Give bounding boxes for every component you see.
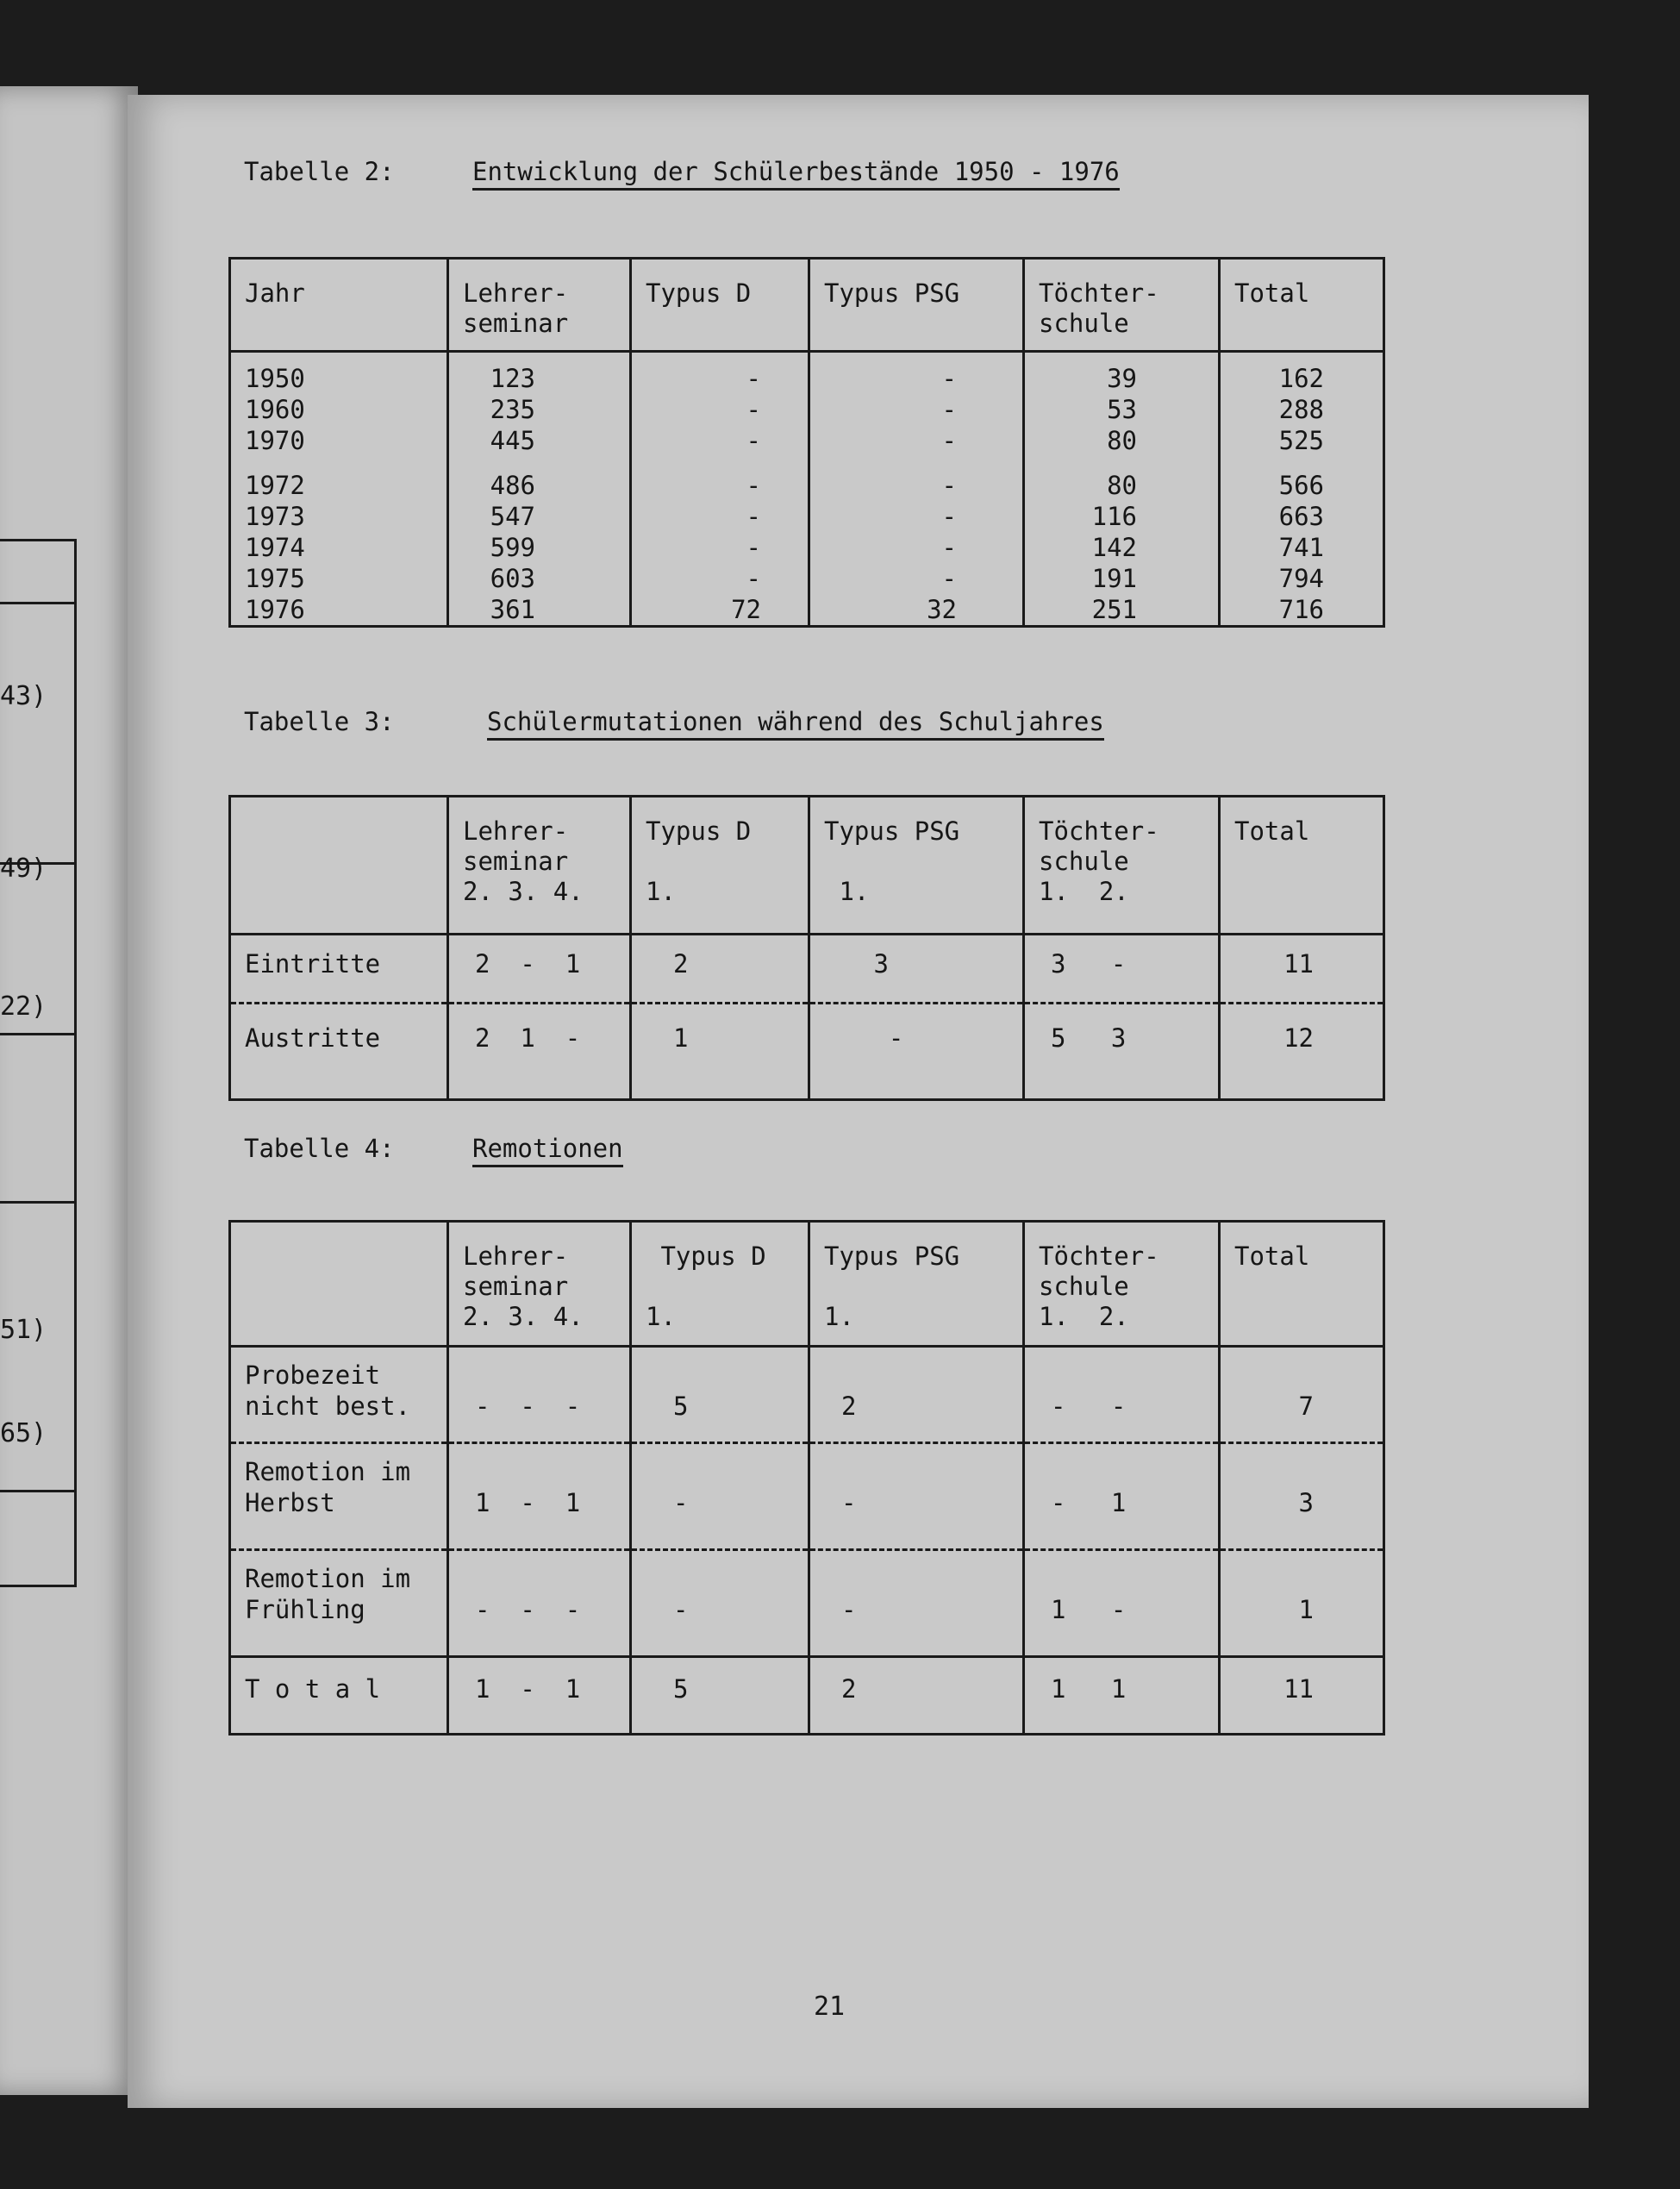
table2-cell: 1975 [245, 564, 305, 593]
table4-label: Tabelle 4: [244, 1134, 395, 1163]
table3-cell: Austritte [230, 1004, 448, 1100]
table4-row [230, 1550, 1384, 1657]
table2-cell: - [941, 395, 957, 424]
table3-label: Tabelle 3: [244, 707, 395, 736]
table4-header-cell: Total [1220, 1222, 1384, 1347]
table4-cell: 5 [631, 1347, 809, 1443]
table2-cell: 1970 [245, 426, 305, 455]
table2-cell: 123 [490, 364, 535, 393]
table3-cell: 1 [631, 1004, 809, 1100]
table4-cell: - - - [448, 1550, 631, 1657]
table2-cell: 1950 [245, 364, 305, 393]
table2-header-cell: Typus PSG [809, 259, 1024, 352]
table2-cell: 1972 [245, 471, 305, 500]
table3-cell: 11 [1220, 935, 1384, 1004]
table4-cell: 1 - [1024, 1550, 1220, 1657]
table4-cell: 2 [809, 1657, 1024, 1735]
table3-cell: 12 [1220, 1004, 1384, 1100]
table4-cell: - - - [448, 1347, 631, 1443]
table2-column-cell [631, 352, 809, 627]
table2-cell: - [746, 564, 761, 593]
table4-cell: - [631, 1443, 809, 1550]
table4-row [230, 1443, 1384, 1550]
table2-cell: 794 [1278, 564, 1324, 593]
table4-cell: 2 [809, 1347, 1024, 1443]
table2-cell: 603 [490, 564, 535, 593]
table3-row [230, 1004, 1384, 1100]
table3-header-cell: Lehrer- seminar 2. 3. 4. [448, 797, 631, 935]
table2-cell: 191 [1091, 564, 1137, 593]
table3-header-cell [230, 797, 448, 935]
table4 [228, 1220, 1385, 1736]
table4-total-row [230, 1657, 1384, 1735]
table3-header-cell: Total [1220, 797, 1384, 935]
table2-cell: - [941, 364, 957, 393]
table3-cell: 2 1 - [448, 1004, 631, 1100]
facing-fragment: 43) [0, 681, 47, 711]
table3-cell: 2 - 1 [448, 935, 631, 1004]
table2-header-cell: Typus D [631, 259, 809, 352]
table2-cell: - [746, 395, 761, 424]
facing-fragment: 65) [0, 1418, 47, 1448]
table4-body [230, 1347, 1384, 1735]
page-number: 21 [814, 1992, 846, 2022]
table4-header-cell: Typus D 1. [631, 1222, 809, 1347]
table2-cell: - [746, 533, 761, 562]
table2-caption [244, 157, 1120, 186]
table2-header-cell: Lehrer- seminar [448, 259, 631, 352]
table2-cell: - [941, 533, 957, 562]
facing-page [0, 86, 138, 2095]
table2-column-cell [230, 352, 448, 627]
table4-cell: 7 [1220, 1347, 1384, 1443]
table2-cell: 80 [1107, 471, 1137, 500]
facing-rule [0, 1201, 74, 1204]
table4-header-cell: Töchter- schule 1. 2. [1024, 1222, 1220, 1347]
table3-cell: 5 3 [1024, 1004, 1220, 1100]
table3-cell: - [809, 1004, 1024, 1100]
table2-header-cell: Jahr [230, 259, 448, 352]
table2-cell: 741 [1278, 533, 1324, 562]
table4-cell: T o t a l [230, 1657, 448, 1735]
table2-cell: 566 [1278, 471, 1324, 500]
table4-cell: - 1 [1024, 1443, 1220, 1550]
table2-cell: 142 [1091, 533, 1137, 562]
table2-cell: 716 [1278, 595, 1324, 624]
table4-cell: 1 - 1 [448, 1443, 631, 1550]
table4-cell: - [631, 1550, 809, 1657]
facing-rule [0, 602, 74, 604]
table2-column-cell [809, 352, 1024, 627]
table2-cell: - [941, 564, 957, 593]
table2-header-cell: Total [1220, 259, 1384, 352]
table2-cell: 1976 [245, 595, 305, 624]
table3-row [230, 935, 1384, 1004]
table4-cell: Remotion im Herbst [230, 1443, 448, 1550]
table4-cell: 1 1 [1024, 1657, 1220, 1735]
table4-row [230, 1347, 1384, 1443]
table2-cell: - [941, 502, 957, 531]
table4-cell: - [809, 1550, 1024, 1657]
table2-cell: 53 [1107, 395, 1137, 424]
table4-cell: 5 [631, 1657, 809, 1735]
table2-cell: 32 [927, 595, 957, 624]
table2-cell: 525 [1278, 426, 1324, 455]
table2-cell: - [941, 426, 957, 455]
facing-fragment: 49) [0, 854, 47, 884]
table4-caption [244, 1134, 623, 1163]
table4-cell: 11 [1220, 1657, 1384, 1735]
table3-cell: Eintritte [230, 935, 448, 1004]
table2-title: Entwicklung der Schülerbestände 1950 - 1976 [472, 157, 1120, 191]
table2-cell: 1974 [245, 533, 305, 562]
table3-cell: 3 - [1024, 935, 1220, 1004]
table2-cell: 251 [1091, 595, 1137, 624]
table2-cell: 547 [490, 502, 535, 531]
facing-rule [0, 1033, 74, 1035]
table4-header-cell: Lehrer- seminar 2. 3. 4. [448, 1222, 631, 1347]
table2-cell: - [746, 364, 761, 393]
table4-cell: 1 - 1 [448, 1657, 631, 1735]
table2-body [230, 352, 1384, 627]
table4-header-cell [230, 1222, 448, 1347]
table2-cell: - [746, 502, 761, 531]
table2-cell: 486 [490, 471, 535, 500]
table2-cell: 1973 [245, 502, 305, 531]
facing-rule [0, 1490, 74, 1492]
table2-cell: 39 [1107, 364, 1137, 393]
table3-title: Schülermutationen während des Schuljahres [487, 707, 1104, 741]
table3-header-cell: Typus PSG 1. [809, 797, 1024, 935]
table2-column-cell [448, 352, 631, 627]
table4-cell: 3 [1220, 1443, 1384, 1550]
table4-header-cell: Typus PSG 1. [809, 1222, 1024, 1347]
table2-cell: 361 [490, 595, 535, 624]
table2-cell: 80 [1107, 426, 1137, 455]
table3-caption [244, 707, 1104, 736]
table4-cell: 1 [1220, 1550, 1384, 1657]
table4-cell: - - [1024, 1347, 1220, 1443]
table2-column-cell [1024, 352, 1220, 627]
table2-cell: 1960 [245, 395, 305, 424]
facing-fragment: 51) [0, 1315, 47, 1345]
table2-cell: 162 [1278, 364, 1324, 393]
table4-title: Remotionen [472, 1134, 623, 1167]
table2-row-group [230, 352, 1384, 627]
table3-cell: 2 [631, 935, 809, 1004]
table2-cell: 72 [731, 595, 761, 624]
table2-column-cell [1220, 352, 1384, 627]
table2-cell: 116 [1091, 502, 1137, 531]
table3-body [230, 935, 1384, 1100]
table3-header-cell: Typus D 1. [631, 797, 809, 935]
table2-header-cell: Töchter- schule [1024, 259, 1220, 352]
table4-cell: Remotion im Frühling [230, 1550, 448, 1657]
table2-label: Tabelle 2: [244, 157, 395, 186]
table3 [228, 795, 1385, 1101]
table2-cell: - [746, 471, 761, 500]
table2 [228, 257, 1385, 628]
table2-cell: 235 [490, 395, 535, 424]
table3-header-cell: Töchter- schule 1. 2. [1024, 797, 1220, 935]
table2-cell: - [746, 426, 761, 455]
table3-cell: 3 [809, 935, 1024, 1004]
table2-cell: 599 [490, 533, 535, 562]
table2-cell: 663 [1278, 502, 1324, 531]
table2-cell: - [941, 471, 957, 500]
table4-cell: Probezeit nicht best. [230, 1347, 448, 1443]
facing-fragment: 22) [0, 991, 47, 1022]
table2-cell: 288 [1278, 395, 1324, 424]
document-page [128, 95, 1589, 2108]
table2-cell: 445 [490, 426, 535, 455]
table4-cell: - [809, 1443, 1024, 1550]
